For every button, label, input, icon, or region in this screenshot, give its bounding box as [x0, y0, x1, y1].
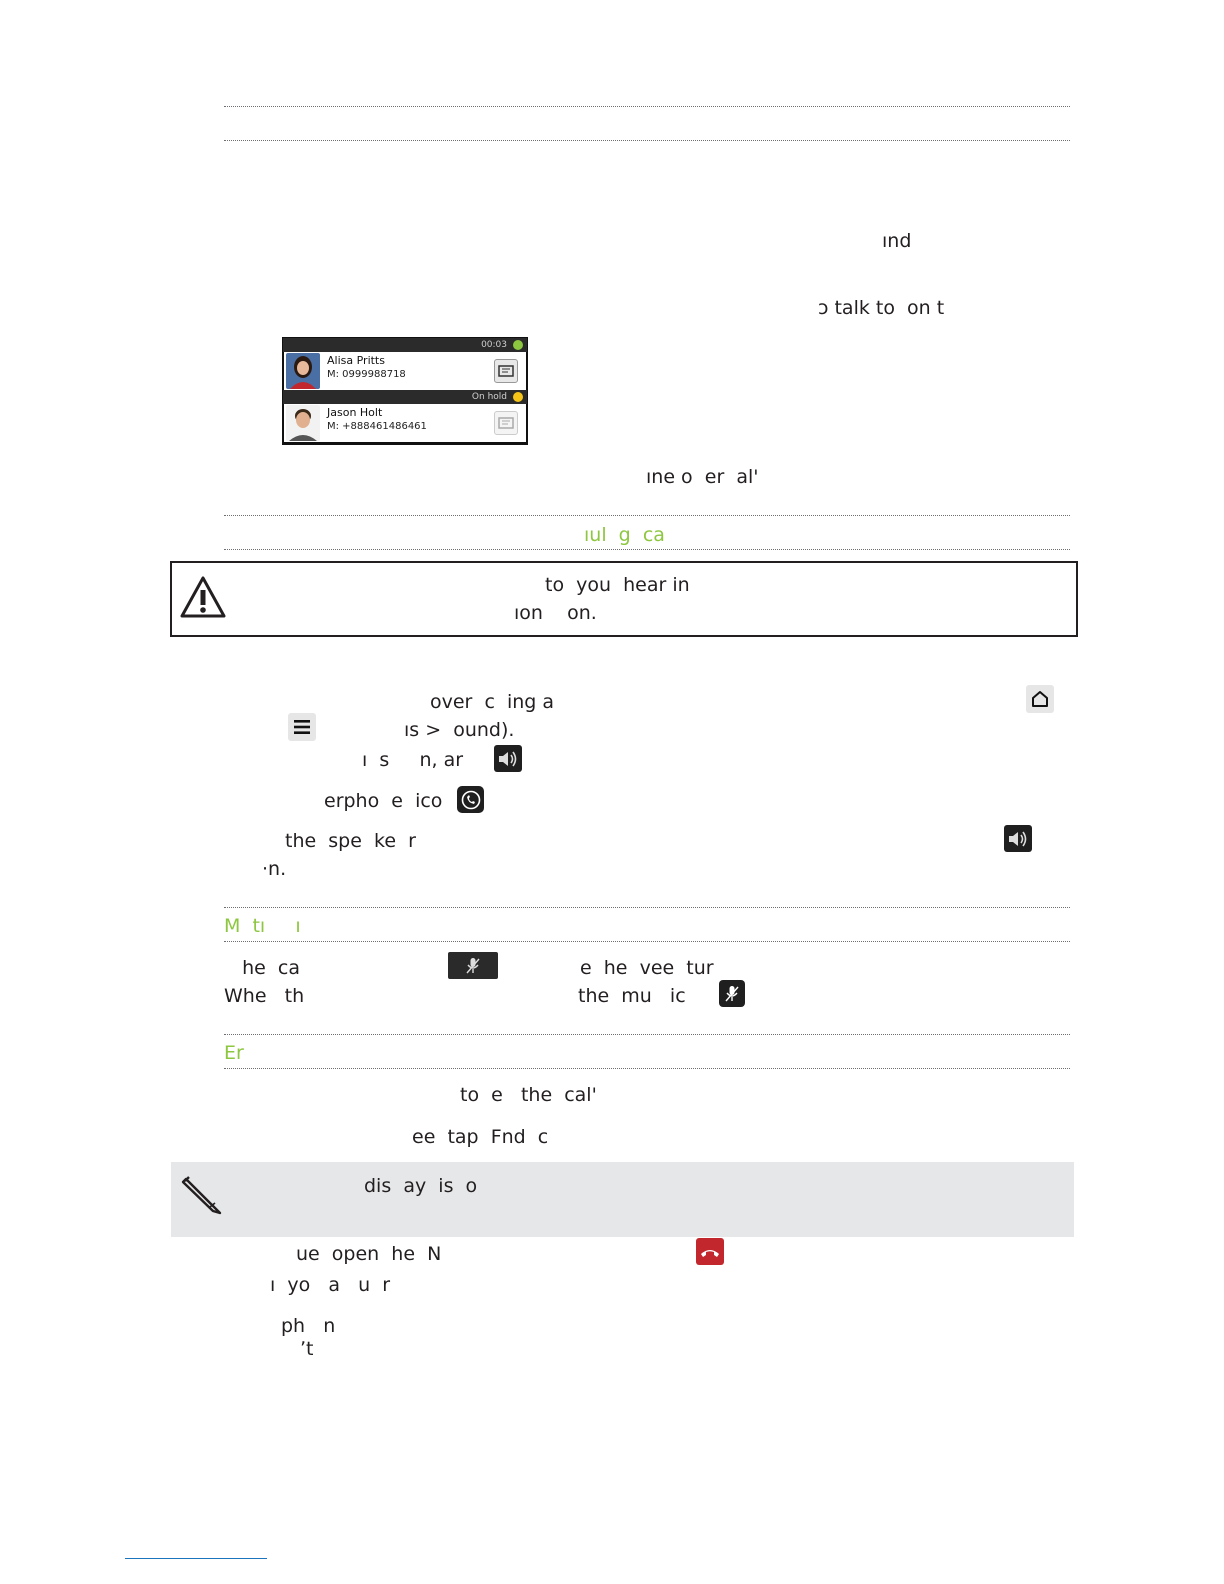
caller-name: Jason Holt: [327, 406, 383, 419]
text-fragment: the mu ic: [578, 985, 686, 1007]
rule: [224, 515, 1070, 516]
text-fragment: ʼt: [300, 1338, 314, 1360]
call-timer: 00:03: [481, 340, 507, 350]
caller-row: [284, 352, 526, 390]
avatar: [286, 405, 320, 441]
text-fragment: dis ay is o: [364, 1175, 478, 1197]
note-box: [171, 1162, 1074, 1237]
rule: [224, 140, 1070, 141]
text-fragment: to you hear in: [545, 574, 690, 596]
text-fragment: ue open he N: [296, 1243, 442, 1265]
contact-card-icon[interactable]: [494, 411, 518, 435]
rule: [224, 941, 1070, 942]
speakerphone-icon: [457, 786, 484, 813]
text-fragment: erpho e ico: [324, 790, 443, 812]
footer-rule: [125, 1558, 267, 1559]
text-fragment: ı s n, ar: [362, 749, 464, 771]
rule: [224, 1034, 1070, 1035]
call-status-bar: [283, 338, 527, 352]
mute-icon: [448, 952, 498, 979]
rule: [224, 907, 1070, 908]
caller-row: [284, 404, 526, 442]
text-fragment: ıs > ound).: [404, 719, 515, 741]
text-fragment: ıne o er al': [646, 466, 765, 488]
speaker-icon: [494, 745, 522, 772]
text-fragment: over c ing a: [430, 691, 555, 713]
text-fragment: to e the cal': [460, 1084, 597, 1106]
avatar: [286, 353, 320, 389]
rule: [224, 549, 1070, 550]
text-fragment: ınd: [882, 230, 912, 252]
home-icon: [1026, 685, 1054, 713]
menu-icon: [288, 713, 316, 741]
warning-box: [170, 561, 1078, 637]
section-heading: Er: [224, 1042, 244, 1064]
end-call-icon: [696, 1238, 724, 1265]
text-fragment: ·n.: [262, 858, 287, 880]
text-fragment: ee tap Fnd c: [412, 1126, 549, 1148]
section-heading: ıul g ca: [584, 524, 665, 546]
caller-name: Alisa Pritts: [327, 354, 385, 367]
text-fragment: ı yo a u r: [270, 1274, 391, 1296]
text-fragment: ph n: [281, 1315, 336, 1337]
text-fragment: ɔ talk to on t: [818, 297, 945, 319]
caller-number: M: +888461486461: [327, 421, 427, 432]
note-pencil-icon: [180, 1173, 224, 1217]
rule: [224, 1068, 1070, 1069]
contact-card-icon[interactable]: [494, 359, 518, 383]
hold-status-bar: [283, 390, 527, 404]
speaker-icon: [1004, 825, 1032, 852]
text-fragment: the spe ke r: [285, 830, 416, 852]
warning-icon: [178, 574, 228, 620]
rule: [224, 106, 1070, 107]
active-call-dot: [513, 340, 523, 350]
on-hold-label: On hold: [471, 392, 507, 402]
text-fragment: he ca: [224, 957, 301, 979]
section-heading: M tı ı: [224, 915, 301, 937]
text-fragment: e he vee tur: [580, 957, 714, 979]
hold-dot: [513, 392, 523, 402]
call-screen-image: [282, 337, 528, 445]
mute-icon: [719, 980, 745, 1007]
text-fragment: ıon on.: [514, 602, 597, 624]
caller-number: M: 0999988718: [327, 369, 406, 380]
text-fragment: Whe th: [224, 985, 305, 1007]
